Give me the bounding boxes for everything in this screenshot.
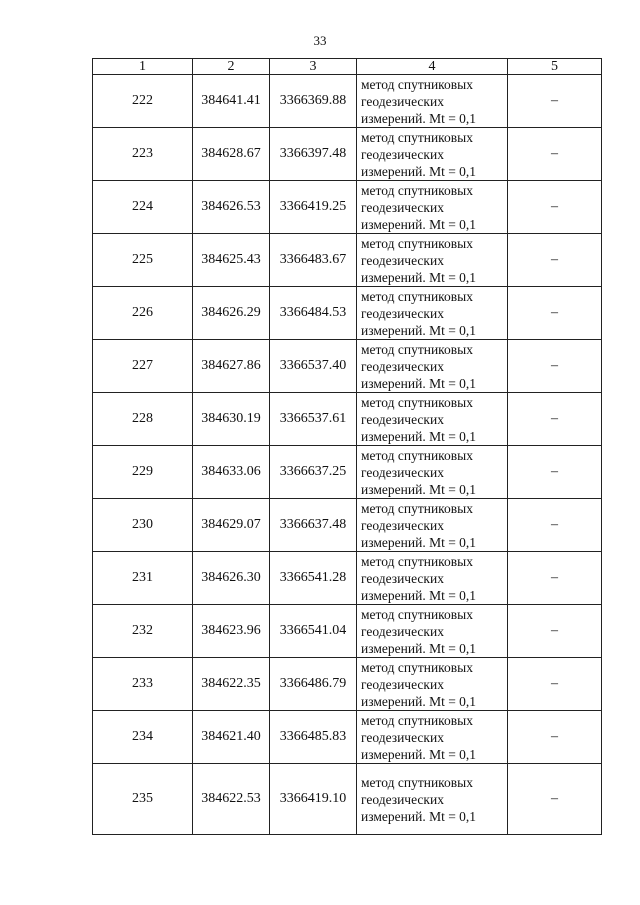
coordinate-x: 384629.07 [193, 499, 270, 552]
measurement-method [357, 340, 508, 393]
coordinate-y: 3366483.67 [270, 234, 357, 287]
method-line: измерений. Mt = 0,1 [361, 693, 477, 709]
method-line: геодезических [361, 146, 444, 162]
point-number: 225 [93, 234, 193, 287]
column-5-value: – [508, 75, 602, 128]
point-number: 222 [93, 75, 193, 128]
point-number: 230 [93, 499, 193, 552]
table-row [93, 552, 602, 605]
coordinate-x: 384633.06 [193, 446, 270, 499]
column-5-value: – [508, 128, 602, 181]
table-row [93, 287, 602, 340]
method-line: геодезических [361, 517, 444, 533]
coordinate-x: 384628.67 [193, 128, 270, 181]
measurement-method [357, 75, 508, 128]
coordinate-y: 3366537.40 [270, 340, 357, 393]
table-row [93, 340, 602, 393]
method-line: геодезических [361, 623, 444, 639]
coordinate-x: 384627.86 [193, 340, 270, 393]
table-row [93, 711, 602, 764]
column-5-value: – [508, 340, 602, 393]
method-line: измерений. Mt = 0,1 [361, 269, 477, 285]
method-line: геодезических [361, 358, 444, 374]
table-row [93, 446, 602, 499]
coordinate-y: 3366541.28 [270, 552, 357, 605]
coordinate-x: 384626.29 [193, 287, 270, 340]
measurement-method [357, 764, 508, 835]
method-line: измерений. Mt = 0,1 [361, 322, 477, 338]
method-line: метод спутниковых [361, 712, 473, 728]
coordinate-y: 3366419.10 [270, 764, 357, 835]
measurement-method [357, 287, 508, 340]
coordinate-x: 384630.19 [193, 393, 270, 446]
measurement-method [357, 499, 508, 552]
coordinate-x: 384626.30 [193, 552, 270, 605]
method-line: измерений. Mt = 0,1 [361, 640, 477, 656]
method-line: геодезических [361, 729, 444, 745]
coordinate-y: 3366486.79 [270, 658, 357, 711]
method-line: геодезических [361, 676, 444, 692]
point-number: 227 [93, 340, 193, 393]
method-line: геодезических [361, 252, 444, 268]
coordinate-y: 3366541.04 [270, 605, 357, 658]
method-line: метод спутниковых [361, 394, 473, 410]
method-line: геодезических [361, 199, 444, 215]
column-header: 3 [270, 59, 357, 75]
column-5-value: – [508, 552, 602, 605]
column-header: 2 [193, 59, 270, 75]
point-number: 235 [93, 764, 193, 835]
table-row [93, 393, 602, 446]
column-header: 4 [357, 59, 508, 75]
point-number: 226 [93, 287, 193, 340]
coordinate-y: 3366537.61 [270, 393, 357, 446]
method-line: измерений. Mt = 0,1 [361, 587, 477, 603]
method-line: геодезических [361, 93, 444, 109]
method-line: измерений. Mt = 0,1 [361, 808, 477, 824]
column-5-value: – [508, 446, 602, 499]
column-5-value: – [508, 181, 602, 234]
coordinate-x: 384621.40 [193, 711, 270, 764]
column-5-value: – [508, 764, 602, 835]
column-header: 1 [93, 59, 193, 75]
coordinate-x: 384641.41 [193, 75, 270, 128]
method-line: геодезических [361, 305, 444, 321]
table-row [93, 658, 602, 711]
table-header-row [93, 59, 602, 75]
method-line: измерений. Mt = 0,1 [361, 375, 477, 391]
coordinate-y: 3366637.25 [270, 446, 357, 499]
point-number: 231 [93, 552, 193, 605]
point-number: 228 [93, 393, 193, 446]
measurement-method [357, 128, 508, 181]
page-number: 33 [313, 33, 327, 48]
table-row [93, 75, 602, 128]
method-line: измерений. Mt = 0,1 [361, 481, 477, 497]
coordinate-y: 3366397.48 [270, 128, 357, 181]
column-5-value: – [508, 658, 602, 711]
measurement-method [357, 605, 508, 658]
table-row [93, 605, 602, 658]
point-number: 234 [93, 711, 193, 764]
method-line: метод спутниковых [361, 659, 473, 675]
point-number: 223 [93, 128, 193, 181]
point-number: 232 [93, 605, 193, 658]
method-line: геодезических [361, 464, 444, 480]
coordinate-x: 384622.53 [193, 764, 270, 835]
coordinates-table [92, 58, 602, 835]
coordinate-y: 3366369.88 [270, 75, 357, 128]
table-row [93, 234, 602, 287]
measurement-method [357, 181, 508, 234]
coordinate-x: 384626.53 [193, 181, 270, 234]
coordinate-y: 3366637.48 [270, 499, 357, 552]
method-line: метод спутниковых [361, 606, 473, 622]
measurement-method [357, 234, 508, 287]
method-line: измерений. Mt = 0,1 [361, 163, 477, 179]
column-5-value: – [508, 711, 602, 764]
table-row [93, 181, 602, 234]
method-line: метод спутниковых [361, 341, 473, 357]
coordinate-y: 3366485.83 [270, 711, 357, 764]
method-line: метод спутниковых [361, 182, 473, 198]
method-line: метод спутниковых [361, 129, 473, 145]
column-header: 5 [508, 59, 602, 75]
coordinate-x: 384625.43 [193, 234, 270, 287]
method-line: измерений. Mt = 0,1 [361, 428, 477, 444]
point-number: 229 [93, 446, 193, 499]
table-row [93, 764, 602, 835]
measurement-method [357, 711, 508, 764]
method-line: метод спутниковых [361, 500, 473, 516]
column-5-value: – [508, 287, 602, 340]
method-line: метод спутниковых [361, 76, 473, 92]
method-line: геодезических [361, 791, 444, 807]
method-line: метод спутниковых [361, 447, 473, 463]
coordinate-y: 3366419.25 [270, 181, 357, 234]
method-line: геодезических [361, 411, 444, 427]
method-line: метод спутниковых [361, 288, 473, 304]
point-number: 224 [93, 181, 193, 234]
method-line: измерений. Mt = 0,1 [361, 110, 477, 126]
method-line: метод спутниковых [361, 774, 473, 790]
method-line: измерений. Mt = 0,1 [361, 216, 477, 232]
measurement-method [357, 658, 508, 711]
method-line: геодезических [361, 570, 444, 586]
table-row [93, 128, 602, 181]
method-line: измерений. Mt = 0,1 [361, 534, 477, 550]
column-5-value: – [508, 605, 602, 658]
measurement-method [357, 393, 508, 446]
table-row [93, 499, 602, 552]
column-5-value: – [508, 234, 602, 287]
method-line: метод спутниковых [361, 553, 473, 569]
method-line: метод спутниковых [361, 235, 473, 251]
measurement-method [357, 552, 508, 605]
coordinate-y: 3366484.53 [270, 287, 357, 340]
column-5-value: – [508, 499, 602, 552]
coordinate-x: 384623.96 [193, 605, 270, 658]
point-number: 233 [93, 658, 193, 711]
measurement-method [357, 446, 508, 499]
coordinate-x: 384622.35 [193, 658, 270, 711]
method-line: измерений. Mt = 0,1 [361, 746, 477, 762]
column-5-value: – [508, 393, 602, 446]
